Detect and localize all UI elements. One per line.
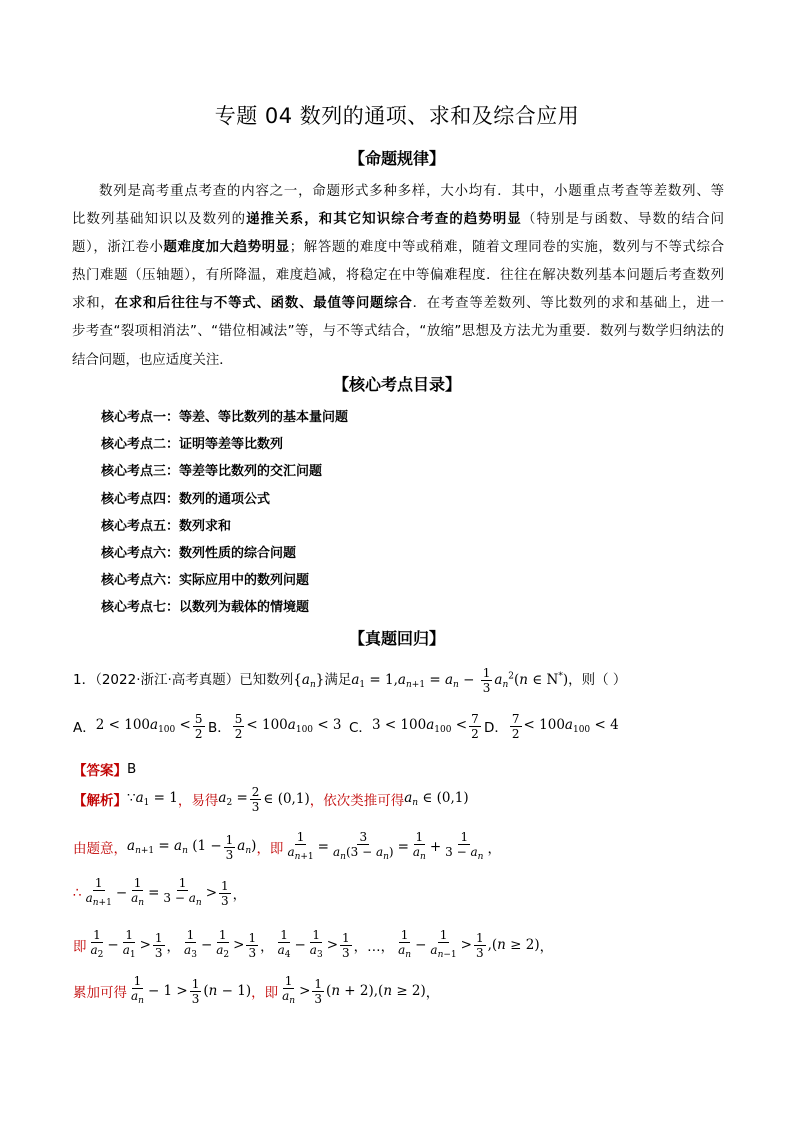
analysis-line-5: 累加可得 $\frac{1}{a_n}$ − 1 > $\frac{1}{3}$ (n − 1) ，即 $\frac{1}{a_n}$ > $\frac{1}{3}$ (n + 2),(n ≥ 2) ， [73, 974, 440, 1006]
toc-item[interactable]: 核心考点四：数列的通项公式 [101, 491, 271, 507]
paragraph-line: 步考查“裂项相消法”、“错位相减法”等，与不等式结合，“放缩”思想及方法尤为重要．数列与数学归纳法的 [72, 324, 724, 340]
section-heading-real: 【真题回归】 [348, 629, 445, 648]
toc-item[interactable]: 核心考点二：证明等差等比数列 [101, 437, 284, 453]
option-d[interactable]: D． $\frac{7}{2}$ < $100a_{100} < 4$ [484, 711, 619, 741]
toc-item[interactable]: 核心考点五：数列求和 [101, 518, 232, 534]
paragraph-line: 比数列基础知识以及数列的递推关系，和其它知识综合考查的趋势明显（特别是与函数、导数的结合问 [72, 212, 725, 228]
paragraph-line: 求和，在求和后往往与不等式、函数、最值等问题综合．在考查等差数列、等比数列的求和基础上，进一 [72, 296, 725, 312]
toc-item[interactable]: 核心考点七：以数列为载体的情境题 [101, 600, 310, 616]
rule-paragraph [72, 178, 724, 375]
analysis-line-3: ∴ $\frac{1}{a_{n+1}}$ − $\frac{1}{a_n}$ = $\frac{1}{3 - a_n}$ > $\frac{1}{3}$ ， [73, 876, 247, 908]
analysis-label: 【解析】 [73, 793, 127, 809]
option-c[interactable]: C． $3 < 100a_{100}$ < $\frac{7}{2}$ [349, 711, 479, 741]
analysis-line-1: 【解析】 $\because a_1 = 1$ ，易得 $a_2$ = $\frac{2}{3}$ ∈ (0,1) ，依次类推可得 $a_n$ ∈ (0,1) [73, 784, 469, 814]
section-heading-rules: 【命题规律】 [348, 149, 445, 168]
paragraph-line: 结合问题，也应适度关注． [72, 352, 233, 368]
toc-item[interactable]: 核心考点三：等差等比数列的交汇问题 [101, 464, 323, 480]
analysis-line-4: 即 $\frac{1}{a_2}$ − $\frac{1}{a_1}$ > $\frac{1}{3}$ ， $\frac{1}{a_3}$ − $\frac{1}{a_2}$ > $\frac{1}{3}$ ， $\frac{1}{a_4}$ − $\frac{1}{a_3}$ > $\frac{1}{3}$ ，…， $\frac{1}{a_n}$ − $\frac{1}{a_{n-1}}$ > $\frac{1}{3}$ ,(n ≥ 2) ， [73, 928, 554, 960]
answer-label: 【答案】 [73, 763, 127, 779]
section-heading-toc: 【核心考点目录】 [332, 375, 461, 394]
question-1: 1．（2022·浙江·高考真题）已知数列$\{a_n\}$满足$a_1 = 1,a_{n+1} = a_n$ − $\frac{1}{3}$ $a_n^2(n$ ∈ N*)，则（ ） [73, 666, 627, 695]
question-source: （2022·浙江·高考真题）已知数列 [95, 672, 294, 688]
recurrence-formula: $a_1 = 1,a_{n+1} = a_n$ − $\frac{1}{3}$ $a_n^2(n$ ∈ N*) [351, 666, 569, 695]
paragraph-line: 题），浙江卷小题难度加大趋势明显；解答题的难度中等或稍难，随着文理同卷的实施，数列与不等式综合 [72, 240, 724, 256]
answer-value: B [127, 761, 137, 777]
option-b[interactable]: B． $\frac{5}{2}$ < $100a_{100} < 3$ [208, 711, 342, 741]
toc-list [101, 404, 601, 622]
answer-options [73, 708, 733, 744]
page-title: 专题 04 数列的通项、求和及综合应用 [214, 104, 580, 128]
paragraph-line: 数列是高考重点考查的内容之一，命题形式多种多样，大小均有．其中，小题重点考查等差数列、等 [99, 184, 724, 199]
sequence-formula: $\{a_n\}$ [293, 672, 325, 690]
option-a[interactable]: A． $2 < 100a_{100}$ < $\frac{5}{2}$ [73, 711, 203, 741]
paragraph-line: 热门难题（压轴题），有所降温，难度趋减，将稳定在中等偏难程度．往往在解决数列基本问题后考查数列 [72, 268, 724, 284]
toc-item[interactable]: 核心考点六：数列性质的综合问题 [101, 545, 297, 561]
question-number: 1． [73, 672, 96, 688]
toc-item[interactable]: 核心考点六：实际应用中的数列问题 [101, 573, 310, 589]
analysis-line-2: 由题意， $a_{n+1} = a_n$ (1 − $\frac{1}{3}$ $a_n$) ，即 $\frac{1}{a_{n+1}}$ = $\frac{3}{a_n(3 - a_n)}$ = $\frac{1}{a_n}$ + $\frac{1}{3 - a_n}$ ， [73, 830, 501, 862]
toc-item[interactable]: 核心考点一：等差、等比数列的基本量问题 [101, 410, 349, 425]
